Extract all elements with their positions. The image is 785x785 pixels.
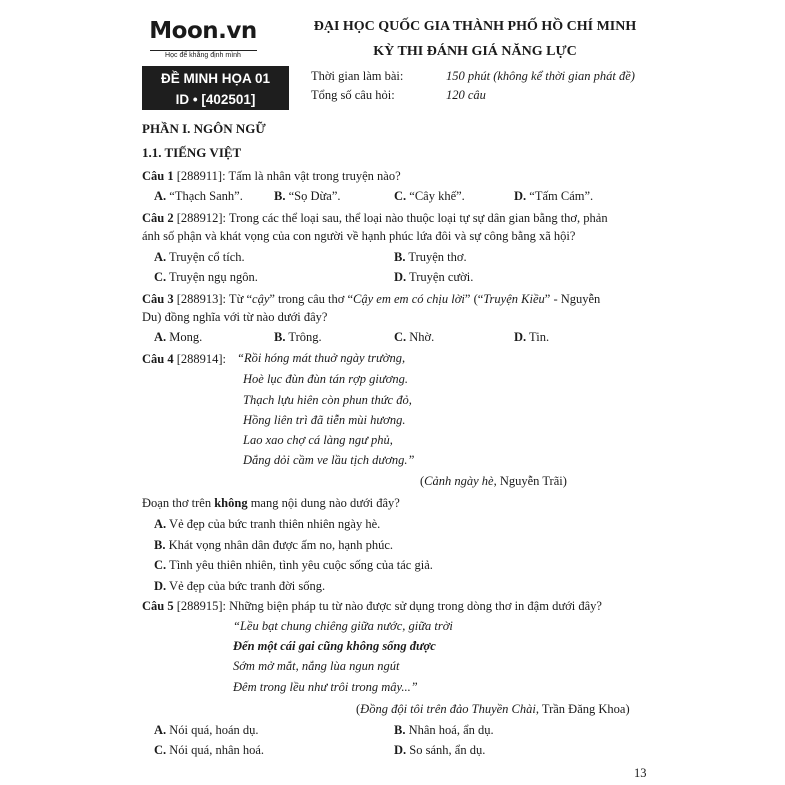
q4-option-a — [154, 516, 380, 532]
option-text: Nói quá, hoán dụ. — [166, 723, 259, 737]
option-letter: B. — [274, 189, 286, 203]
option-text: Vẻ đẹp của bức tranh đời sống. — [166, 579, 326, 593]
q1-option-a — [154, 188, 243, 204]
poem-line: “Rồi hóng mát thuở ngày trường, — [237, 351, 406, 365]
poem-source — [356, 701, 630, 717]
source-title: Cảnh ngày hè — [424, 474, 494, 488]
question-4-prompt — [142, 495, 400, 511]
question-label: Câu 3 — [142, 292, 174, 306]
emphasis-text: không — [214, 496, 248, 510]
option-text: “Tấm Cám”. — [526, 189, 594, 203]
option-letter: B. — [154, 538, 166, 552]
q1-option-d — [514, 188, 593, 204]
question-text: [288912]: Trong các thể loại sau, thể loại nào thuộc loại tự sự dân gian bằng thơ, phản — [173, 211, 608, 225]
logo-tagline: Học để khẳng định mình — [165, 52, 241, 59]
question-text: ” (“ — [464, 292, 484, 306]
option-letter: B. — [394, 723, 406, 737]
time-value: 150 phút (không kể thời gian phát đề) — [446, 69, 635, 83]
exam-title: KỲ THI ĐÁNH GIÁ NĂNG LỰC — [373, 44, 577, 59]
option-text: Mong. — [166, 330, 203, 344]
count-label: Tổng số câu hỏi: — [311, 88, 395, 102]
q1-option-c — [394, 188, 465, 204]
q3-option-c — [394, 329, 434, 345]
q5-option-a — [154, 722, 259, 738]
source-paren: ( — [356, 702, 361, 716]
source-author: , Trần Đăng Khoa) — [535, 702, 630, 716]
poem-line: Hoè lục đùn đùn tán rợp giương. — [243, 372, 408, 386]
question-text: ” - Nguyễn — [544, 292, 601, 306]
option-letter: A. — [154, 189, 167, 203]
q5-option-b — [394, 722, 494, 738]
question-4 — [142, 351, 226, 367]
source-paren: ( — [420, 474, 425, 488]
option-text: Truyện cổ tích. — [166, 250, 245, 264]
option-letter: A. — [154, 517, 167, 531]
quoted-word: cậy — [252, 292, 270, 306]
poem-line: Lao xao chợ cá làng ngư phủ, — [243, 433, 393, 447]
question-label: Câu 4 — [142, 352, 174, 366]
q2-option-c — [154, 269, 258, 285]
question-label: Câu 5 — [142, 599, 174, 613]
poem-line: Hồng liên trì đã tiễn mùi hương. — [243, 413, 406, 427]
option-letter: C. — [154, 270, 167, 284]
option-letter: D. — [394, 270, 407, 284]
prompt-text: mang nội dung nào dưới đây? — [247, 496, 400, 510]
quoted-verse: Cậy em em có chịu lời — [353, 292, 465, 306]
time-label: Thời gian làm bài: — [311, 69, 404, 83]
option-letter: B. — [274, 330, 286, 344]
option-text: Nhân hoá, ẩn dụ. — [405, 723, 494, 737]
option-text: “Cây khế”. — [406, 189, 465, 203]
option-text: Truyện thơ. — [405, 250, 467, 264]
poem-line-bold: Đến một cái gai cũng không sống được — [233, 639, 436, 653]
count-value: 120 câu — [446, 88, 486, 102]
test-label: ĐỀ MINH HỌA 01 — [160, 71, 270, 86]
option-text: “Sọ Dừa”. — [285, 189, 341, 203]
poem-line: Dắng dỏi cầm ve lầu tịch dương.” — [243, 453, 415, 467]
option-letter: D. — [154, 579, 167, 593]
source-title: Đồng đội tôi trên đảo Thuyền Chài — [360, 702, 536, 716]
work-title: Truyện Kiều — [483, 292, 545, 306]
q2-option-d — [394, 269, 473, 285]
q2-option-a — [154, 249, 245, 265]
source-author: , Nguyễn Trãi) — [493, 474, 567, 488]
question-text: [288913]: Từ “ — [173, 292, 253, 306]
poem-line: Đêm trong lều như trôi trong mây...” — [233, 680, 418, 694]
option-text: “Thạch Sanh”. — [166, 189, 243, 203]
option-letter: D. — [514, 330, 527, 344]
question-2-line-2: ánh số phận và khát vọng của con người về hạnh phúc lứa đôi và sự công bằng xã hội? — [142, 229, 576, 243]
q3-option-d — [514, 329, 549, 345]
logo-divider — [150, 50, 257, 51]
option-letter: D. — [394, 743, 407, 757]
option-text: Truyện cười. — [406, 270, 474, 284]
question-text: ” trong câu thơ “ — [269, 292, 354, 306]
option-letter: B. — [394, 250, 406, 264]
q3-option-a — [154, 329, 202, 345]
logo-text: Moon.vn — [149, 18, 257, 44]
page-number: 13 — [634, 766, 647, 780]
option-letter: C. — [154, 743, 167, 757]
poem-line: “Lều bạt chung chiêng giữa nước, giữa trời — [233, 619, 453, 633]
option-letter: D. — [514, 189, 527, 203]
poem-source — [420, 473, 567, 489]
part-heading: PHẦN I. NGÔN NGỮ — [142, 121, 266, 136]
question-text: [288915]: Những biện pháp tu từ nào được sử dụng trong dòng thơ in đậm dưới đây? — [173, 599, 602, 613]
q4-option-c — [154, 557, 433, 573]
q5-option-d — [394, 742, 485, 758]
q2-option-b — [394, 249, 467, 265]
poem-line: Sớm mở mắt, nắng lùa ngun ngút — [233, 659, 400, 673]
option-text: Nói quá, nhân hoá. — [166, 743, 265, 757]
question-text: [288911]: Tấm là nhân vật trong truyện nào? — [173, 169, 401, 183]
subsection-heading: 1.1. TIẾNG VIỆT — [142, 145, 242, 160]
question-label: Câu 1 — [142, 169, 174, 183]
q4-option-b — [154, 537, 393, 553]
question-1 — [142, 168, 401, 184]
q4-option-d — [154, 578, 325, 594]
question-2 — [142, 210, 608, 226]
question-5 — [142, 598, 602, 614]
option-letter: A. — [154, 330, 167, 344]
poem-line: Thạch lựu hiên còn phun thức đỏ, — [243, 393, 412, 407]
option-letter: A. — [154, 250, 167, 264]
question-3 — [142, 291, 600, 307]
option-letter: C. — [394, 189, 407, 203]
option-letter: A. — [154, 723, 167, 737]
option-text: Tình yêu thiên nhiên, tình yêu cuộc sống của tác giả. — [166, 558, 433, 572]
option-text: Khát vọng nhân dân được ấm no, hạnh phúc. — [165, 538, 394, 552]
option-text: Truyện ngụ ngôn. — [166, 270, 258, 284]
option-letter: C. — [154, 558, 167, 572]
university-title: ĐẠI HỌC QUỐC GIA THÀNH PHỐ HỒ CHÍ MINH — [313, 19, 637, 34]
q5-option-c — [154, 742, 264, 758]
option-text: Vẻ đẹp của bức tranh thiên nhiên ngày hè. — [166, 517, 381, 531]
prompt-text: Đoạn thơ trên — [142, 496, 215, 510]
q3-option-b — [274, 329, 322, 345]
question-3-line-2: Du) đồng nghĩa với từ nào dưới đây? — [142, 310, 328, 324]
question-text: [288914]: — [173, 352, 227, 366]
option-text: So sánh, ẩn dụ. — [406, 743, 486, 757]
option-text: Tin. — [526, 330, 550, 344]
test-id: ID • [402501] — [175, 92, 256, 107]
option-text: Nhờ. — [406, 330, 435, 344]
q1-option-b — [274, 188, 341, 204]
question-label: Câu 2 — [142, 211, 174, 225]
option-letter: C. — [394, 330, 407, 344]
exam-id-box — [142, 66, 289, 110]
moon-logo — [147, 17, 259, 45]
option-text: Trông. — [285, 330, 322, 344]
